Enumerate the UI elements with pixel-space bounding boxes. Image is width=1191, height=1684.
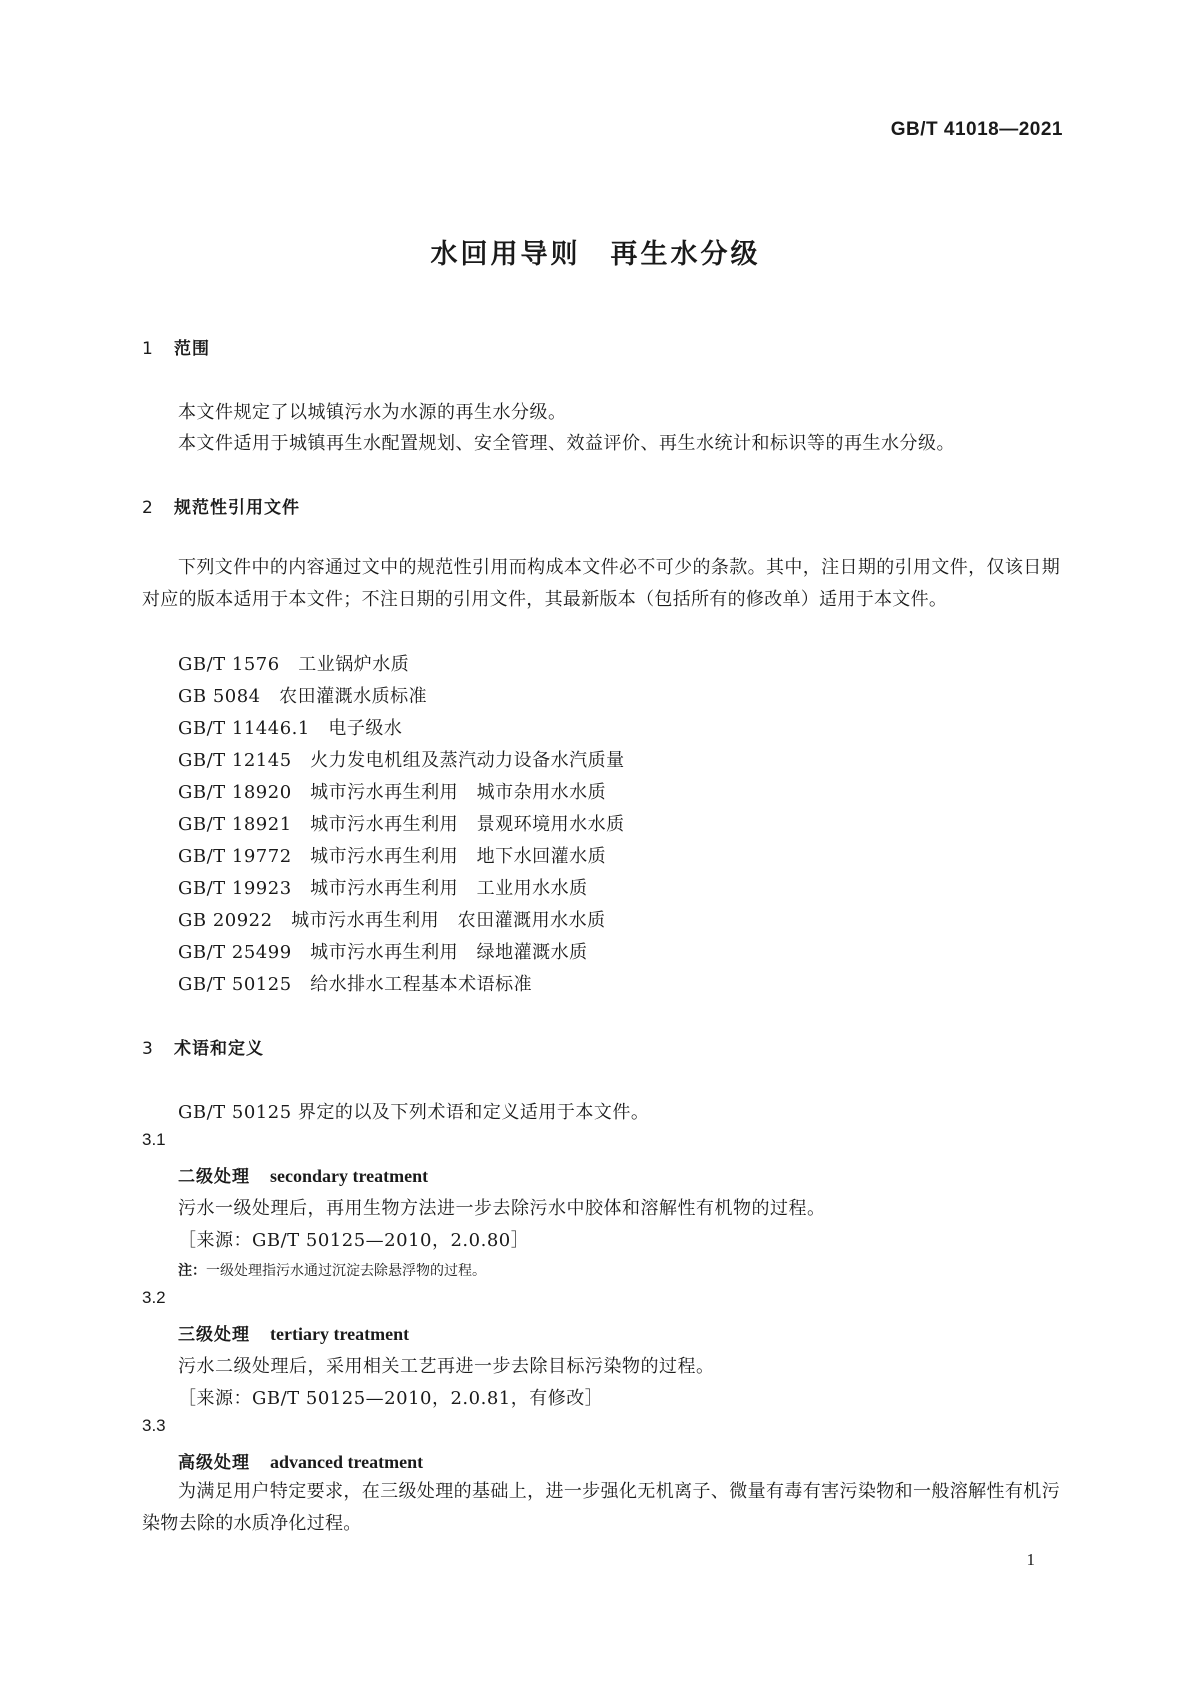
reference-title: 城市污水再生利用 农田灌溉用水水质 bbox=[291, 910, 606, 931]
reference-code: GB/T 1576 bbox=[178, 654, 280, 675]
reference-item bbox=[178, 682, 427, 708]
reference-title: 农田灌溉水质标准 bbox=[279, 686, 428, 707]
page-number: 1 bbox=[1026, 1550, 1035, 1569]
reference-title: 工业锅炉水质 bbox=[298, 654, 410, 675]
reference-item bbox=[178, 650, 409, 676]
section-2-heading bbox=[142, 493, 300, 518]
term-number: 3.3 bbox=[142, 1416, 166, 1435]
term-chinese: 三级处理 bbox=[178, 1325, 250, 1345]
term-english: secondary treatment bbox=[270, 1166, 429, 1186]
reference-item bbox=[178, 906, 606, 932]
term-definition: 为满足用户特定要求，在三级处理的基础上，进一步强化无机离子、微量有毒有害污染物和一般溶解性有机污染物去除的水质净化过程。 bbox=[142, 1481, 1060, 1534]
term-english: tertiary treatment bbox=[270, 1324, 410, 1344]
reference-code: GB/T 19772 bbox=[178, 846, 292, 867]
term-heading bbox=[178, 1162, 428, 1187]
reference-code: GB/T 19923 bbox=[178, 878, 292, 899]
term-number: 3.2 bbox=[142, 1288, 166, 1307]
reference-code: GB/T 25499 bbox=[178, 942, 292, 963]
reference-title: 城市污水再生利用 绿地灌溉水质 bbox=[310, 942, 588, 963]
reference-item bbox=[178, 746, 625, 772]
reference-title: 城市污水再生利用 工业用水水质 bbox=[310, 878, 588, 899]
term-chinese: 高级处理 bbox=[178, 1453, 250, 1473]
note-text: 一级处理指污水通过沉淀去除悬浮物的过程。 bbox=[206, 1263, 486, 1279]
term-heading bbox=[178, 1448, 423, 1473]
term-note bbox=[178, 1260, 486, 1280]
term-english: advanced treatment bbox=[270, 1452, 424, 1472]
section-3-heading bbox=[142, 1034, 264, 1059]
reference-code: GB/T 18921 bbox=[178, 814, 292, 835]
reference-item bbox=[178, 810, 625, 836]
section-number: 1 bbox=[142, 339, 154, 359]
reference-title: 城市污水再生利用 地下水回灌水质 bbox=[310, 846, 607, 867]
paragraph: 下列文件中的内容通过文中的规范性引用而构成本文件必不可少的条款。其中，注日期的引用文件，仅该日期对应的版本适用于本文件；不注日期的引用文件，其最新版本（包括所有的修改单）适用于本文件。 bbox=[142, 557, 1060, 610]
term-number: 3.1 bbox=[142, 1130, 166, 1149]
section-number: 2 bbox=[142, 498, 154, 518]
section-title: 规范性引用文件 bbox=[174, 498, 300, 518]
section-number: 3 bbox=[142, 1039, 154, 1059]
reference-title: 城市污水再生利用 城市杂用水水质 bbox=[310, 782, 607, 803]
term-chinese: 二级处理 bbox=[178, 1167, 250, 1187]
reference-code: GB 5084 bbox=[178, 686, 261, 707]
paragraph: 本文件规定了以城镇污水为水源的再生水分级。 bbox=[178, 402, 567, 423]
reference-item bbox=[178, 874, 588, 900]
paragraph: GB/T 50125 界定的以及下列术语和定义适用于本文件。 bbox=[178, 1102, 650, 1123]
reference-item bbox=[178, 778, 606, 804]
reference-item bbox=[178, 714, 402, 740]
term-heading bbox=[178, 1320, 409, 1345]
standard-number: GB/T 41018—2021 bbox=[890, 119, 1063, 140]
reference-title: 火力发电机组及蒸汽动力设备水汽质量 bbox=[310, 750, 625, 771]
section-title: 术语和定义 bbox=[174, 1039, 264, 1059]
reference-code: GB/T 12145 bbox=[178, 750, 292, 771]
note-label: 注： bbox=[178, 1263, 206, 1279]
reference-title: 电子级水 bbox=[328, 718, 403, 739]
term-definition: 污水二级处理后，采用相关工艺再进一步去除目标污染物的过程。 bbox=[178, 1356, 715, 1377]
document-title: 水回用导则 再生水分级 bbox=[430, 239, 761, 270]
reference-item bbox=[178, 842, 606, 868]
reference-code: GB/T 50125 bbox=[178, 974, 292, 995]
section-1-heading bbox=[142, 334, 210, 359]
term-source: ［来源：GB/T 50125—2010，2.0.81，有修改］ bbox=[178, 1388, 604, 1409]
term-source: ［来源：GB/T 50125—2010，2.0.80］ bbox=[178, 1230, 530, 1251]
reference-item bbox=[178, 970, 532, 996]
section-title: 范围 bbox=[174, 339, 210, 359]
reference-title: 城市污水再生利用 景观环境用水水质 bbox=[310, 814, 625, 835]
term-definition: 污水一级处理后，再用生物方法进一步去除污水中胶体和溶解性有机物的过程。 bbox=[178, 1198, 826, 1219]
paragraph: 本文件适用于城镇再生水配置规划、安全管理、效益评价、再生水统计和标识等的再生水分级。 bbox=[178, 433, 955, 454]
reference-title: 给水排水工程基本术语标准 bbox=[310, 974, 533, 995]
reference-code: GB/T 11446.1 bbox=[178, 718, 310, 739]
reference-item bbox=[178, 938, 588, 964]
reference-code: GB/T 18920 bbox=[178, 782, 292, 803]
reference-code: GB 20922 bbox=[178, 910, 273, 931]
